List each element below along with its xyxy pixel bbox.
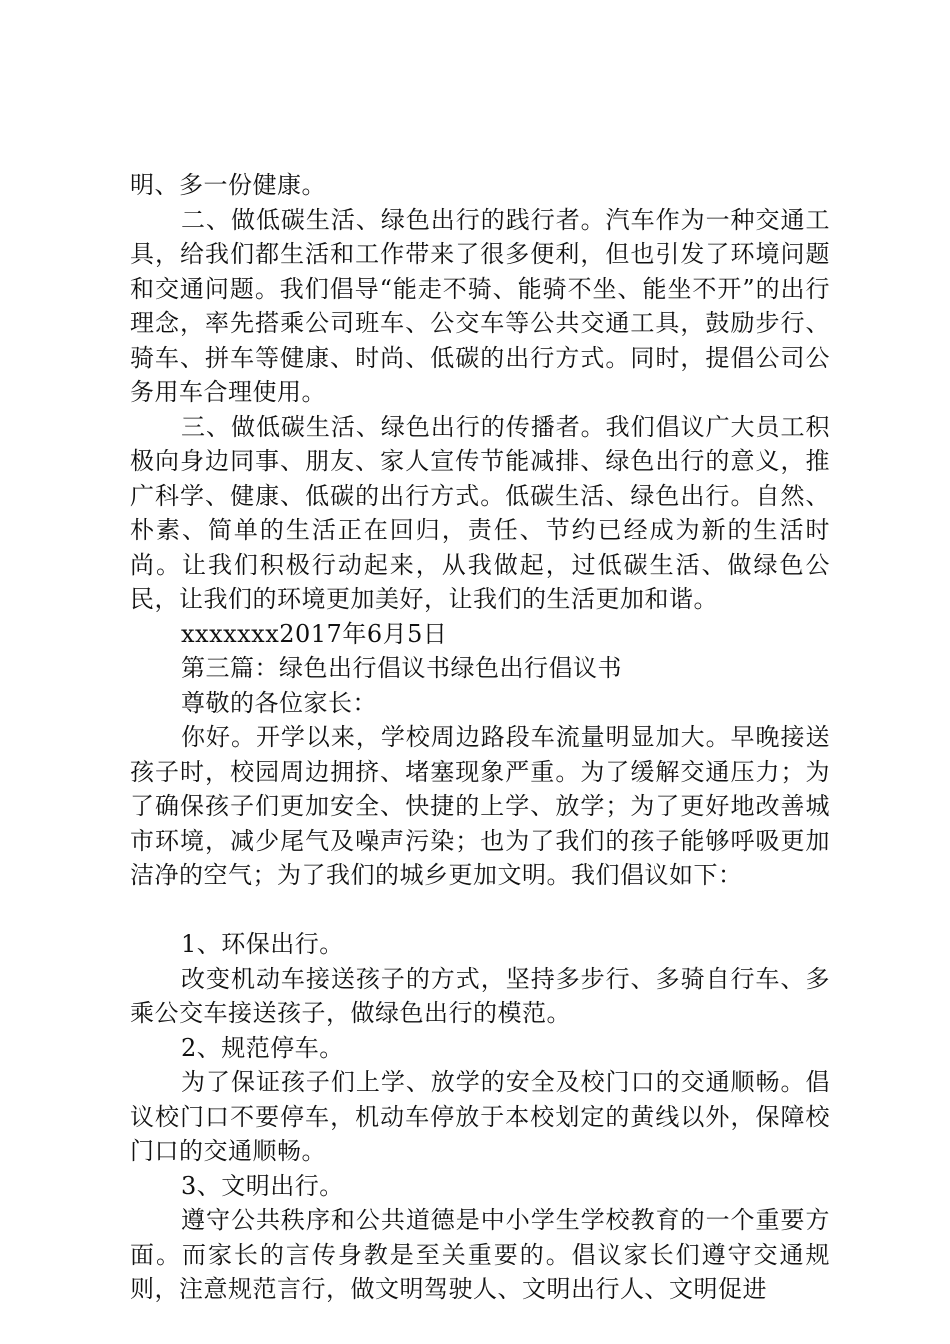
salutation: 尊敬的各位家长：: [181, 688, 377, 717]
blank-line: [130, 893, 830, 928]
signature-date: xxxxxxx2017年6月5日: [181, 619, 448, 648]
section-title: 第三篇：绿色出行倡议书绿色出行倡议书: [181, 654, 622, 682]
item-heading-1: 1、环保出行。: [181, 930, 344, 958]
item-body-1: 改变机动车接送孩子的方式，坚持多步行、多骑自行车、多乘公交车接送孩子，做绿色出行的模范。: [130, 964, 830, 1027]
paragraph-point-two: 二、做低碳生活、绿色出行的践行者。汽车作为一种交通工具，给我们都生活和工作带来了很多便利，但也引发了环境问题和交通问题。我们倡导“能走不骑、能骑不坐、能坐不开”的出行理念，率先搭乘公司班车、公交车等公共交通工具，鼓励步行、骑车、拼车等健康、时尚、低碳的出行方式。同时，提倡公司公务用车合理使用。: [130, 205, 830, 406]
item-heading-3: 3、文明出行。: [181, 1171, 344, 1200]
item-body-3: 遵守公共秩序和公共道德是中小学生学校教育的一个重要方面。而家长的言传身教是至关重要的。倡议家长们遵守交通规则，注意规范言行，做文明驾驶人、文明出行人、文明促进: [130, 1206, 830, 1303]
paragraph-point-three: 三、做低碳生活、绿色出行的传播者。我们倡议广大员工积极向身边同事、朋友、家人宣传节能减排、绿色出行的意义，推广科学、健康、低碳的出行方式。低碳生活、绿色出行。自然、朴素、简单的生活正在回归，责任、节约已经成为新的生活时尚。让我们积极行动起来，从我做起，过低碳生活、做绿色公民，让我们的环境更加美好，让我们的生活更加和谐。: [130, 412, 830, 613]
paragraph-intro: 你好。开学以来，学校周边路段车流量明显加大。早晚接送孩子时，校园周边拥挤、堵塞现象严重。为了缓解交通压力；为了确保孩子们更加安全、快捷的上学、放学；为了更好地改善城市环境，减少尾气及噪声污染；也为了我们的孩子能够呼吸更加洁净的空气；为了我们的城乡更加文明。我们倡议如下：: [130, 723, 830, 889]
item-heading-2: 2、规范停车。: [181, 1033, 344, 1062]
item-body-2: 为了保证孩子们上学、放学的安全及校门口的交通顺畅。倡议校门口不要停车，机动车停放于本校划定的黄线以外，保障校门口的交通顺畅。: [130, 1068, 830, 1165]
paragraph-continuation: 明、多一份健康。: [130, 171, 326, 199]
document-body: [130, 168, 830, 1307]
